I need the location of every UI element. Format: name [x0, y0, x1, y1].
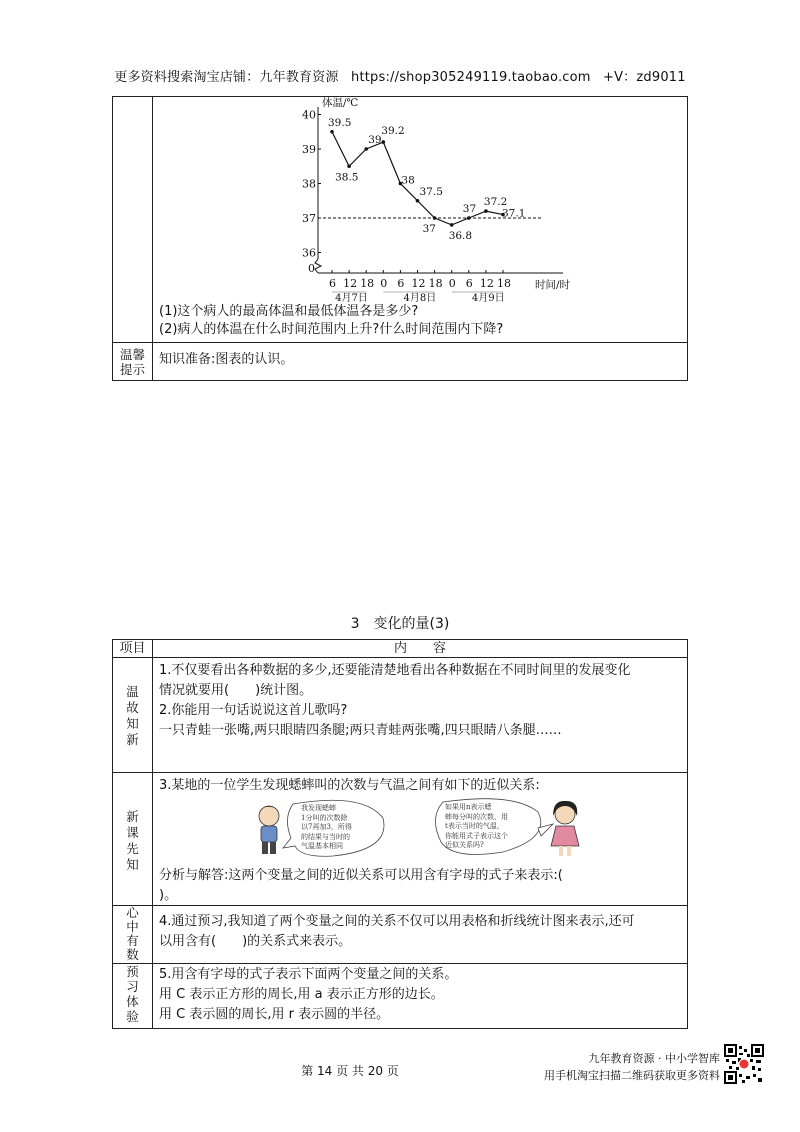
bubble-line: 我发现蟋蟀: [301, 804, 336, 812]
content-line: 情况就要用( )统计图。: [159, 683, 313, 698]
label-char: 知: [126, 857, 139, 872]
bubble-line: 如果用n表示蟋: [445, 803, 492, 811]
label-char: 新: [126, 732, 139, 747]
row-label-new-lesson: [113, 773, 153, 906]
content-line: 以用含有( )的关系式来表示。: [159, 934, 352, 949]
top-table-label-cell: [113, 97, 153, 343]
bubble-line: 气温基本相同: [301, 842, 343, 850]
date-label: 4月7日: [335, 293, 368, 304]
bubble-line: 以7再加3，所得: [301, 823, 352, 831]
header-contact: +V：zd9011: [603, 70, 686, 85]
y-tick-label: 38: [302, 177, 316, 191]
header-url[interactable]: https://shop305249119.taobao.com: [351, 70, 591, 85]
tip-text-cell: [153, 343, 688, 381]
data-label: 37: [422, 223, 436, 235]
content-line: 用 C 表示正方形的周长,用 a 表示正方形的边长。: [159, 987, 444, 1002]
data-point: [347, 164, 351, 168]
label-char: 温: [126, 684, 139, 699]
y-tick-label: 37: [302, 212, 316, 225]
girl-figure-icon: [551, 801, 579, 856]
data-label: 39: [368, 134, 382, 146]
x-tick-label: 0: [380, 277, 388, 290]
tip-text: 知识准备:图表的认识。: [159, 352, 294, 367]
bubble-right-text: [445, 803, 541, 851]
header-content-text: 内 容: [393, 641, 446, 656]
content-line: 2.你能用一句话说说这首儿歌吗?: [159, 703, 348, 718]
page-header: [0, 66, 800, 85]
bubble-left-text: [301, 804, 383, 852]
x-tick-label: 18: [428, 277, 443, 290]
top-table: [112, 96, 688, 381]
data-point: [433, 216, 437, 220]
row-content-in-mind: [153, 906, 688, 964]
content-line: 3.某地的一位学生发现蟋蟀叫的次数与气温之间有如下的近似关系:: [159, 778, 540, 793]
data-point: [467, 216, 471, 220]
header-col-content: [153, 640, 688, 658]
x-tick-label: 6: [397, 277, 405, 290]
boy-figure-icon: [259, 806, 279, 854]
data-label: 37.1: [502, 207, 526, 220]
data-label: 38: [401, 174, 415, 187]
footer-brand-line2: 用手机淘宝扫描二维码获取更多资料: [544, 1069, 720, 1082]
row-label-in-mind: [113, 906, 153, 964]
data-label: 39.5: [328, 116, 352, 129]
label-char: 预: [126, 964, 139, 979]
main-table: [112, 639, 688, 1029]
tip-label-cell: [113, 343, 153, 381]
header-shop-text: 更多资料搜索淘宝店铺：九年教育资源: [114, 70, 339, 85]
label-char: 新: [126, 809, 139, 824]
question-2: (2)病人的体温在什么时间范围内上升?什么时间范围内下降?: [159, 322, 504, 337]
qr-code-icon[interactable]: [724, 1044, 764, 1084]
y-tick-label: 36: [302, 246, 316, 260]
header-item-text: 项目: [119, 641, 146, 656]
label-char: 知: [126, 716, 139, 731]
y-axis-label: 体温/℃: [322, 97, 359, 109]
content-line: 一只青蛙一张嘴,两只眼睛四条腿;两只青蛙两张嘴,四只眼睛八条腿……: [159, 723, 562, 738]
footer-brand-line1: 九年教育资源 · 中小学智库: [588, 1052, 720, 1065]
content-line: 4.通过预习,我知道了两个变量之间的关系不仅可以用表格和折线统计图来表示,还可: [159, 914, 635, 929]
data-point: [330, 130, 334, 134]
bubble-line: 的结果与当时的: [301, 832, 350, 841]
y-tick-label: 0: [308, 262, 315, 275]
row-content-review: [153, 658, 688, 773]
date-label: 4月9日: [471, 293, 505, 304]
label-char: 故: [126, 700, 139, 715]
data-point: [382, 140, 386, 144]
question-1: (1)这个病人的最高体温和最低体温各是多少?: [159, 304, 419, 319]
bubble-line: t表示当时的气温，: [445, 822, 504, 830]
x-axis-label: 时间/时: [535, 279, 571, 291]
label-char: 中: [126, 919, 139, 934]
row-label-review: [113, 658, 153, 773]
data-label: 37: [462, 203, 477, 215]
row-content-preview: [153, 964, 688, 1029]
y-axis-break-icon: [315, 259, 321, 273]
content-line: 用 C 表示圆的周长,用 r 表示圆的半径。: [159, 1007, 390, 1022]
x-tick-label: 6: [329, 277, 336, 290]
tip-label-line2: 提示: [119, 362, 145, 377]
bubble-line: 你能用式子表示这个: [445, 831, 508, 840]
x-tick-label: 18: [360, 277, 375, 290]
data-label: 37.2: [483, 196, 508, 209]
label-char: 有: [126, 933, 139, 948]
x-tick-label: 6: [465, 277, 473, 290]
data-label: 36.8: [448, 229, 473, 242]
data-label: 37.5: [419, 185, 443, 198]
x-tick-label: 12: [411, 277, 426, 290]
x-tick-label: 12: [479, 277, 494, 290]
page-number: 第 14 页 共 20 页: [301, 1064, 399, 1078]
footer-brand: [544, 1050, 720, 1084]
label-char: 习: [126, 979, 139, 994]
label-char: 心: [126, 905, 139, 920]
x-tick-label: 12: [343, 277, 358, 290]
label-char: 验: [126, 1009, 139, 1024]
data-point: [484, 209, 488, 213]
bubble-line: 近似关系吗?: [445, 841, 484, 849]
x-tick-label: 0: [448, 277, 456, 290]
label-char: 先: [126, 841, 139, 856]
label-char: 体: [126, 994, 139, 1009]
y-tick-label: 39: [302, 143, 316, 156]
bubble-line: 1分叫的次数除: [301, 813, 348, 822]
date-label: 4月8日: [403, 293, 437, 304]
cricket-illustration: [253, 798, 583, 860]
section-title: 3 变化的量(3): [350, 616, 450, 632]
bubble-line: 蟀每分叫的次数，用: [445, 812, 508, 821]
data-label: 38.5: [335, 171, 359, 184]
data-point: [364, 147, 368, 151]
data-point: [450, 223, 454, 227]
row-content-new-lesson: [153, 773, 688, 906]
answer-line: )。: [159, 888, 178, 903]
answer-line: 分析与解答:这两个变量之间的近似关系可以用含有字母的式子来表示:(: [159, 868, 563, 883]
y-tick-label: 40: [302, 108, 316, 122]
header-col-item: [113, 640, 153, 658]
label-char: 课: [126, 825, 139, 840]
content-line: 1.不仅要看出各种数据的多少,还要能清楚地看出各种数据在不同时间里的发展变化: [159, 663, 631, 678]
data-label: 39.2: [381, 125, 405, 138]
tip-label-line1: 温馨: [119, 347, 145, 362]
chart-cell: [153, 97, 688, 343]
data-point: [416, 199, 420, 203]
row-label-preview: [113, 964, 153, 1029]
content-line: 5.用含有字母的式子表示下面两个变量之间的关系。: [159, 967, 458, 982]
label-char: 数: [126, 947, 139, 962]
x-tick-label: 18: [497, 277, 511, 290]
